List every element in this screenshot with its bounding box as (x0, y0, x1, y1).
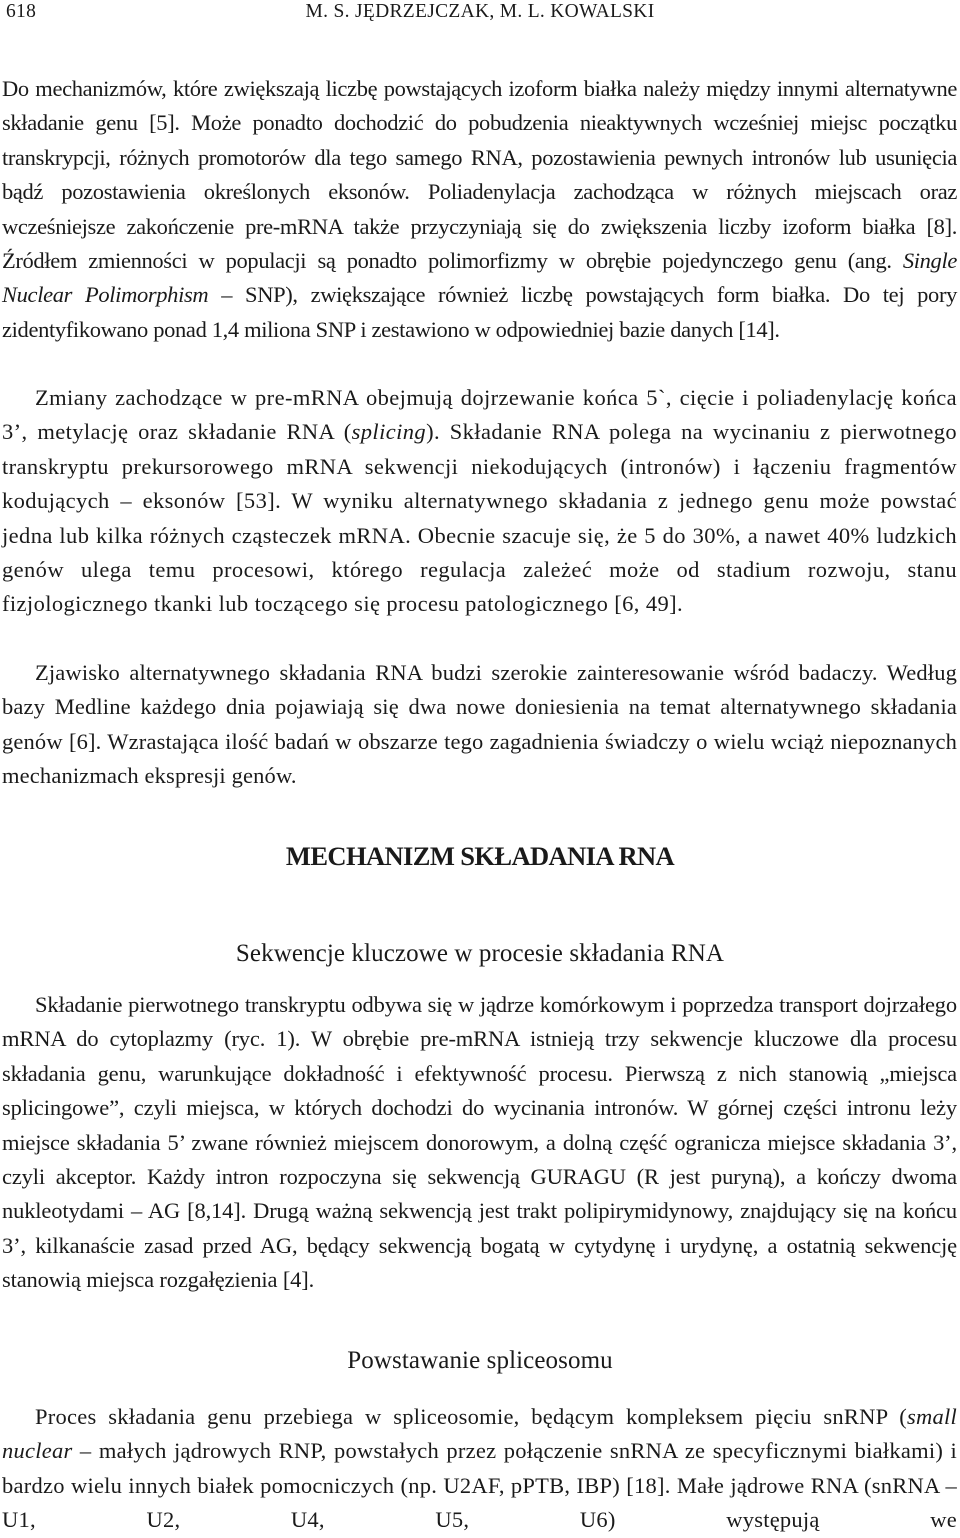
paragraph-key-sequences: Składanie pierwotnego transkryptu odbywa się w jądrze komórkowym i poprzedza transport dojrzałego mRNA do cytoplazmy (ryc. 1). W obrębie pre-mRNA istnieją trzy sekwencje kluczowe dla procesu składania genu, warunkujące dokładność i efektywność procesu. Pierwszą z nich stanowią „miejsca splicingowe”, czyli miejsca, w których dochodzi do wycinania intronów. W górnej części intronu leży miejsce składania 5’ zwane również miejscem donorowym, a dolną część ogranicza miejsce składania 3’, czyli akceptor. Każdy intron rozpoczyna się sekwencją GURAGU (R jest puryną), a kończy dwoma nukleotydami – AG [8,14]. Drugą ważną sekwencją jest trakt polipirymidynowy, znajdujący się na końcu 3’, kilkanaście zasad przed AG, będący sekwencją bogatą w cytydynę i urydynę, a ostatnią sekwencję stanowią miejsca rozgałęzienia [4]. (2, 992, 957, 1293)
paragraph-text: – SNP), zwiększające również liczbę powstających form białka. Do tej pory zidentyfikowano ponad 1,4 miliona SNP i zestawiono w odpowiedniej bazie danych [14]. (2, 282, 957, 342)
paragraph-text: Zmiany zachodzące w pre-mRNA obejmują dojrzewanie końca 5`, cięcie i poliadenylację końca 3’, metylację oraz składanie RNA ( (2, 385, 957, 445)
paragraph-pre-mrna-changes (2, 381, 957, 622)
paragraph-research-interest: Zjawisko alternatywnego składania RNA budzi szerokie zainteresowanie wśród badaczy. Według bazy Medline każdego dnia pojawiają się dwa nowe doniesienia na temat alternatywnego składania genów [6]. Wzrastająca ilość badań w obszarze tego zagadnienia świadczy o wielu wciąż niepoznanych mechanizmach ekspresji genów. (2, 660, 957, 789)
running-head-authors: M. S. JĘDRZEJCZAK, M. L. KOWALSKI (305, 1, 655, 22)
italic-term: small nuclear (2, 1404, 957, 1464)
italic-term: Single Nuclear Polimorphism (2, 248, 957, 308)
italic-term: splicing (351, 419, 427, 445)
running-header (0, 0, 960, 30)
paragraph-isoform-mechanisms (2, 72, 957, 347)
paragraph-text: Do mechanizmów, które zwiększają liczbę powstających izoform białka należy między innymi alternatywne składanie genu [5]. Może ponadto dochodzić do pobudzenia nieaktywnych wcześniej miejsc początku transkrypcji, różnych promotorów dla tego samego RNA, pozostawienia pewnych intronów lub usunięcia bądź pozostawienia określonych eksonów. Poliadenylacja zachodząca w różnych miejscach oraz wcześniejsze zakończenie pre-mRNA także przyczyniają się do zwiększenia liczby izoform białka [8]. Źródłem zmienności w populacji są ponadto polimorfizmy w obrębie pojedynczego genu (ang. (2, 76, 957, 274)
paragraph-text: – małych jądrowych RNP, powstałych przez połączenie snRNA ze specyficznymi białkami) i bardzo wielu innych białek pomocniczych (np. U2AF, pPTB, IBP) [18]. Małe jądrowe RNA (snRNA – U1, U2, U4, U5, U6) występują we (2, 1438, 957, 1533)
subsection-heading-key-sequences: Sekwencje kluczowe w procesie składania RNA (235, 940, 725, 967)
paragraph-text: Proces składania genu przebiega w spliceosomie, będącym kompleksem pięciu snRNP ( (35, 1404, 907, 1429)
section-heading: MECHANIZM SKŁADANIA RNA (285, 841, 675, 871)
page-number: 618 (6, 1, 37, 22)
paragraph-spliceosome (2, 1400, 957, 1538)
subsection-heading-spliceosome: Powstawanie spliceosomu (347, 1347, 613, 1374)
paragraph-text: ). Składanie RNA polega na wycinaniu z pierwotnego transkryptu prekursorowego mRNA sekwencji niekodujących (intronów) i łączeniu fragmentów kodujących – eksonów [53]. W wyniku alternatywnego składania z jednego genu może powstać jedna lub kilka różnych cząsteczek mRNA. Obecnie szacuje się, że 5 do 30%, a nawet 40% ludzkich genów ulega temu procesowi, którego regulacja zależeć może od stadium rozwoju, stanu fizjologicznego tkanki lub toczącego się procesu patologicznego [6, 49]. (2, 419, 958, 617)
